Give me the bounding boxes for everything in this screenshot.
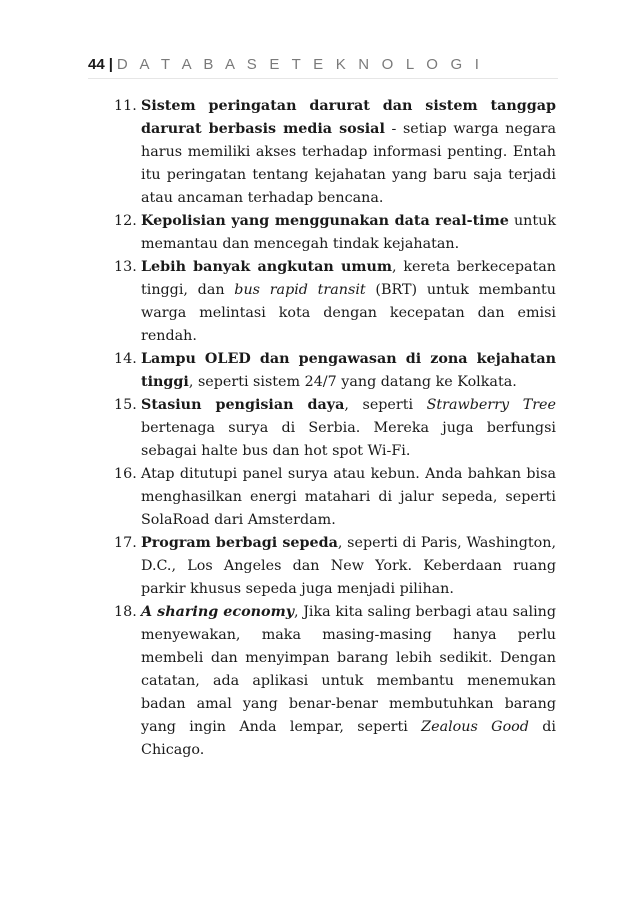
smart-city-list — [0, 95, 638, 762]
list-item-13 — [0, 256, 638, 348]
item-description: , Jika kita saling berbagi atau saling menyewakan, maka masing-masing hanya perlu membeli dan menyimpan barang lebih sedikit. Dengan catatan, ada aplikasi untuk membantu menemukan badan amal yang benar-benar membutuhkan barang yang ingin Anda lempar, seperti — [141, 604, 556, 735]
item-italic-term: bus rapid transit — [234, 282, 366, 298]
item-description: , seperti — [344, 397, 427, 413]
item-text — [141, 348, 556, 394]
item-heading: Kepolisian yang menggunakan data real-time — [141, 213, 509, 229]
item-text — [141, 532, 556, 601]
list-item-11 — [0, 95, 638, 210]
item-text — [141, 394, 556, 463]
page-number: 44 — [88, 56, 105, 73]
item-description-end: di Chicago. — [141, 719, 556, 758]
book-title: D A T A B A S E T E K N O L O G I — [116, 56, 484, 73]
item-italic-term: Strawberry Tree — [426, 397, 556, 413]
item-description: , seperti di Paris, Washington, D.C., Los Angeles dan New York. Keberdaan ruang parkir khusus sepeda juga menjadi pilihan. — [141, 535, 556, 597]
list-item-14 — [0, 348, 638, 394]
list-item-18 — [0, 601, 638, 762]
item-text — [141, 601, 556, 762]
list-item-17 — [0, 532, 638, 601]
item-number: 16. — [114, 466, 137, 482]
header-divider — [88, 78, 558, 79]
item-number: 17. — [114, 535, 137, 551]
item-number: 13. — [114, 259, 137, 275]
item-text — [141, 463, 556, 532]
list-item-15 — [0, 394, 638, 463]
item-text — [141, 210, 556, 256]
list-item-12 — [0, 210, 638, 256]
item-description: untuk memantau dan mencegah tindak kejahatan. — [141, 213, 556, 252]
item-heading: Lampu OLED dan pengawasan di zona kejahatan tinggi — [141, 351, 556, 390]
item-text — [141, 256, 556, 348]
item-description-end: bertenaga surya di Serbia. Mereka juga berfungsi sebagai halte bus dan hot spot Wi-Fi. — [141, 420, 556, 459]
item-number: 18. — [114, 604, 137, 620]
item-description: , kereta berkecepatan tinggi, dan — [141, 259, 557, 298]
item-heading: A sharing economy — [141, 604, 295, 620]
item-heading: Lebih banyak angkutan umum — [141, 259, 393, 275]
item-number: 14. — [114, 351, 137, 367]
header-separator: | — [108, 56, 113, 73]
item-description-end: (BRT) untuk membantu warga melintasi kota dengan kecepatan dan emisi rendah. — [141, 282, 556, 344]
item-heading: Stasiun pengisian daya — [141, 397, 345, 413]
item-text — [141, 95, 556, 210]
item-description: Atap ditutupi panel surya atau kebun. Anda bahkan bisa menghasilkan energi matahari di jalur sepeda, seperti SolaRoad dari Amsterdam. — [141, 466, 556, 528]
item-description: - setiap warga negara harus memiliki akses terhadap informasi penting. Entah itu peringatan tentang kejahatan yang baru saja terjadi atau ancaman terhadap bencana. — [141, 121, 556, 206]
page-header — [88, 54, 558, 76]
item-number: 11. — [114, 98, 137, 114]
item-italic-term: Zealous Good — [421, 719, 529, 735]
item-number: 15. — [114, 397, 137, 413]
item-description: , seperti sistem 24/7 yang datang ke Kolkata. — [188, 374, 517, 390]
item-heading: Program berbagi sepeda — [141, 535, 338, 551]
list-item-16 — [0, 463, 638, 532]
item-heading: Sistem peringatan darurat dan sistem tanggap darurat berbasis media sosial — [141, 98, 556, 137]
item-number: 12. — [114, 213, 137, 229]
